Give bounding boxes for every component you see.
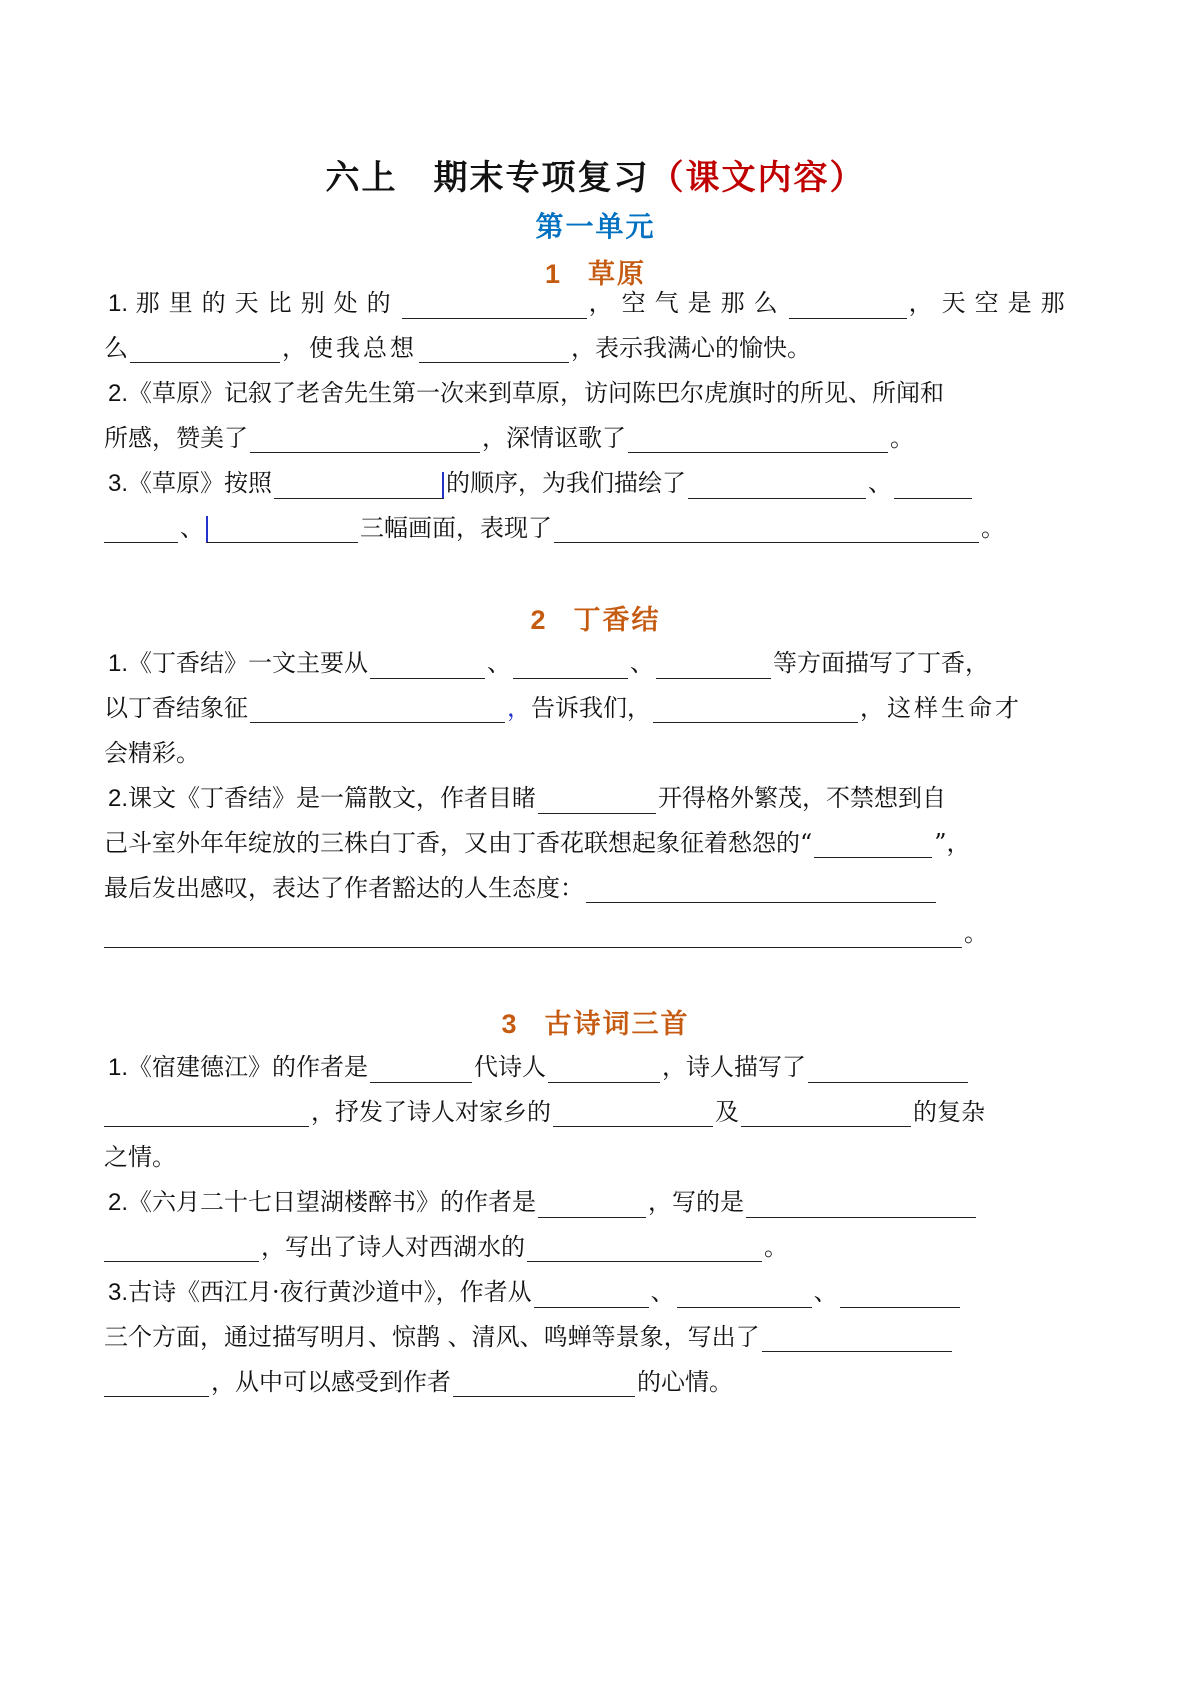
answer-blank[interactable] (513, 652, 628, 679)
lesson-number: 3 (501, 1009, 519, 1039)
answer-blank[interactable] (677, 1281, 812, 1308)
question-text: 《草原》按照 (128, 469, 273, 497)
lesson-number: 1 (544, 259, 563, 289)
l1-q3-line1 (108, 468, 974, 499)
answer-blank[interactable] (104, 1100, 309, 1127)
answer-blank[interactable] (206, 516, 358, 543)
question-text: 《六月二十七日望湖楼醉书》的作者是 (128, 1188, 537, 1216)
lesson-heading-1 (0, 252, 1191, 291)
answer-blank[interactable] (370, 1056, 472, 1083)
answer-blank[interactable] (586, 876, 936, 903)
l2-q2-line2 (104, 828, 971, 858)
question-text: 告诉我们， (531, 694, 651, 722)
l2-q2-line1 (108, 783, 946, 814)
question-number: 2. (108, 785, 129, 812)
question-text: ，写出了诗人对西湖水的 (261, 1233, 525, 1261)
answer-blank[interactable] (653, 696, 858, 723)
question-number: 1. (108, 1054, 129, 1081)
question-text: 。 (764, 1233, 788, 1261)
answer-blank[interactable] (370, 652, 485, 679)
answer-blank[interactable] (746, 1191, 976, 1218)
question-text: ”， (934, 829, 971, 857)
answer-blank[interactable] (250, 696, 505, 723)
question-number: 1. (108, 290, 129, 317)
l1-q1-line1 (108, 288, 1074, 319)
page-title (0, 150, 1191, 199)
question-text: ，深情讴歌了 (482, 424, 626, 452)
answer-blank[interactable] (741, 1100, 911, 1127)
question-text: 、 (630, 649, 655, 677)
question-text: ， (507, 694, 531, 722)
question-text: 、 (487, 649, 512, 677)
question-text: 的复杂 (913, 1098, 985, 1126)
l3-q2-line2 (104, 1232, 788, 1262)
l1-q2-line2 (104, 423, 914, 453)
answer-blank[interactable] (527, 1235, 762, 1262)
lesson-heading-2 (0, 598, 1191, 637)
question-text: ，这样生命才 (860, 694, 1022, 722)
question-text: 《草原》记叙了老舍先生第一次来到草原，访问陈巴尔虎旗时的所见、所闻和 (128, 379, 945, 407)
l3-q3-line1 (108, 1277, 962, 1308)
answer-blank[interactable] (553, 1100, 713, 1127)
question-text: 己斗室外年年绽放的三株白丁香，又由丁香花联想起象征着愁怨的“ (104, 829, 813, 857)
question-number: 3. (108, 470, 129, 497)
l2-q1-line2 (104, 693, 1022, 723)
question-text: 最后发出感叹，表达了作者豁达的人生态度： (104, 874, 584, 902)
l3-q2-line1 (108, 1187, 978, 1218)
answer-blank[interactable] (274, 472, 444, 499)
question-text: ，使我总想 (282, 334, 417, 362)
question-text: 。 (964, 919, 988, 947)
question-text: 。 (981, 514, 1005, 542)
question-text: 、 (813, 1278, 838, 1306)
lesson-title: 丁香结 (573, 605, 661, 636)
answer-blank[interactable] (628, 426, 888, 453)
question-text: ，表示我满心的愉快。 (571, 334, 811, 362)
l1-q1-line2 (104, 333, 811, 363)
question-text: 所感，赞美了 (104, 424, 248, 452)
question-text: 、 (180, 514, 204, 542)
answer-blank[interactable] (814, 831, 932, 858)
l1-q2-line1 (108, 378, 944, 409)
lesson-title: 草原 (588, 259, 647, 290)
l2-q2-line3 (104, 873, 938, 903)
title-main: 六上 期末专项复习 (325, 158, 650, 198)
question-text: 代诗人 (474, 1053, 547, 1081)
question-text: 那里的天比别处的 (135, 289, 400, 317)
question-text: ，写的是 (648, 1188, 745, 1216)
l3-q3-line3 (104, 1367, 733, 1397)
answer-blank[interactable] (130, 336, 280, 363)
question-text: 《宿建德江》的作者是 (128, 1053, 369, 1081)
question-text: 的心情。 (637, 1368, 733, 1396)
answer-blank[interactable] (104, 1235, 259, 1262)
answer-blank[interactable] (250, 426, 480, 453)
question-text: 及 (715, 1098, 739, 1126)
answer-blank[interactable] (104, 921, 962, 948)
question-text: 三个方面，通过描写明月、惊鹊 、清风、鸣蝉等景象，写出了 (104, 1323, 760, 1351)
question-text: 课文《丁香结》是一篇散文，作者目睹 (128, 784, 537, 812)
question-number: 2. (108, 380, 129, 407)
l1-q3-line2 (104, 513, 1005, 543)
answer-blank[interactable] (894, 472, 972, 499)
question-text: ，空气是那么 (588, 289, 787, 317)
question-text: 、 (650, 1278, 675, 1306)
question-text: 开得格外繁茂，不禁想到自 (658, 784, 947, 812)
answer-blank[interactable] (762, 1325, 952, 1352)
question-text: 。 (890, 424, 914, 452)
question-text: 的顺序，为我们描绘了 (446, 469, 687, 497)
lesson-number: 2 (530, 605, 548, 635)
answer-blank[interactable] (808, 1056, 968, 1083)
question-text: 会精彩。 (104, 739, 200, 767)
answer-blank[interactable] (104, 516, 178, 543)
question-text: ，抒发了诗人对家乡的 (311, 1098, 551, 1126)
title-subtitle: （课文内容） (649, 158, 866, 198)
l3-q1-line2 (104, 1097, 985, 1127)
answer-blank[interactable] (538, 787, 656, 814)
question-text: 、 (868, 469, 893, 497)
question-text: ，诗人描写了 (662, 1053, 807, 1081)
answer-blank[interactable] (453, 1370, 635, 1397)
l2-q1-line1 (108, 648, 989, 679)
l2-q1-line3 (104, 738, 200, 768)
answer-blank[interactable] (534, 1281, 649, 1308)
answer-blank[interactable] (538, 1191, 646, 1218)
question-text: 《丁香结》一文主要从 (128, 649, 369, 677)
answer-blank[interactable] (104, 1370, 209, 1397)
answer-blank[interactable] (656, 652, 771, 679)
question-text: 古诗《西江月·夜行黄沙道中》，作者从 (128, 1278, 532, 1306)
answer-blank[interactable] (688, 472, 866, 499)
unit-heading: 第一单元 (535, 210, 656, 243)
answer-blank[interactable] (402, 292, 587, 319)
question-number: 3. (108, 1279, 129, 1306)
l2-q2-line4 (104, 918, 988, 948)
l3-q1-line1 (108, 1052, 970, 1083)
question-text: ，从中可以感受到作者 (211, 1368, 451, 1396)
answer-blank[interactable] (554, 516, 979, 543)
answer-blank[interactable] (548, 1056, 660, 1083)
l3-q3-line2 (104, 1322, 954, 1352)
question-text: 之情。 (104, 1143, 176, 1171)
question-text: ，天空是那 (908, 289, 1074, 317)
question-text: 么 (104, 334, 128, 362)
question-number: 2. (108, 1189, 129, 1216)
answer-blank[interactable] (840, 1281, 960, 1308)
l3-q1-line3 (104, 1142, 176, 1172)
lesson-title: 古诗词三首 (544, 1009, 690, 1040)
answer-blank[interactable] (419, 336, 569, 363)
question-text: 以丁香结象征 (104, 694, 248, 722)
answer-blank[interactable] (789, 292, 907, 319)
question-text: 等方面描写了丁香， (773, 649, 990, 677)
question-number: 1. (108, 650, 129, 677)
question-text: 三幅画面，表现了 (360, 514, 552, 542)
lesson-heading-3 (0, 1002, 1191, 1041)
